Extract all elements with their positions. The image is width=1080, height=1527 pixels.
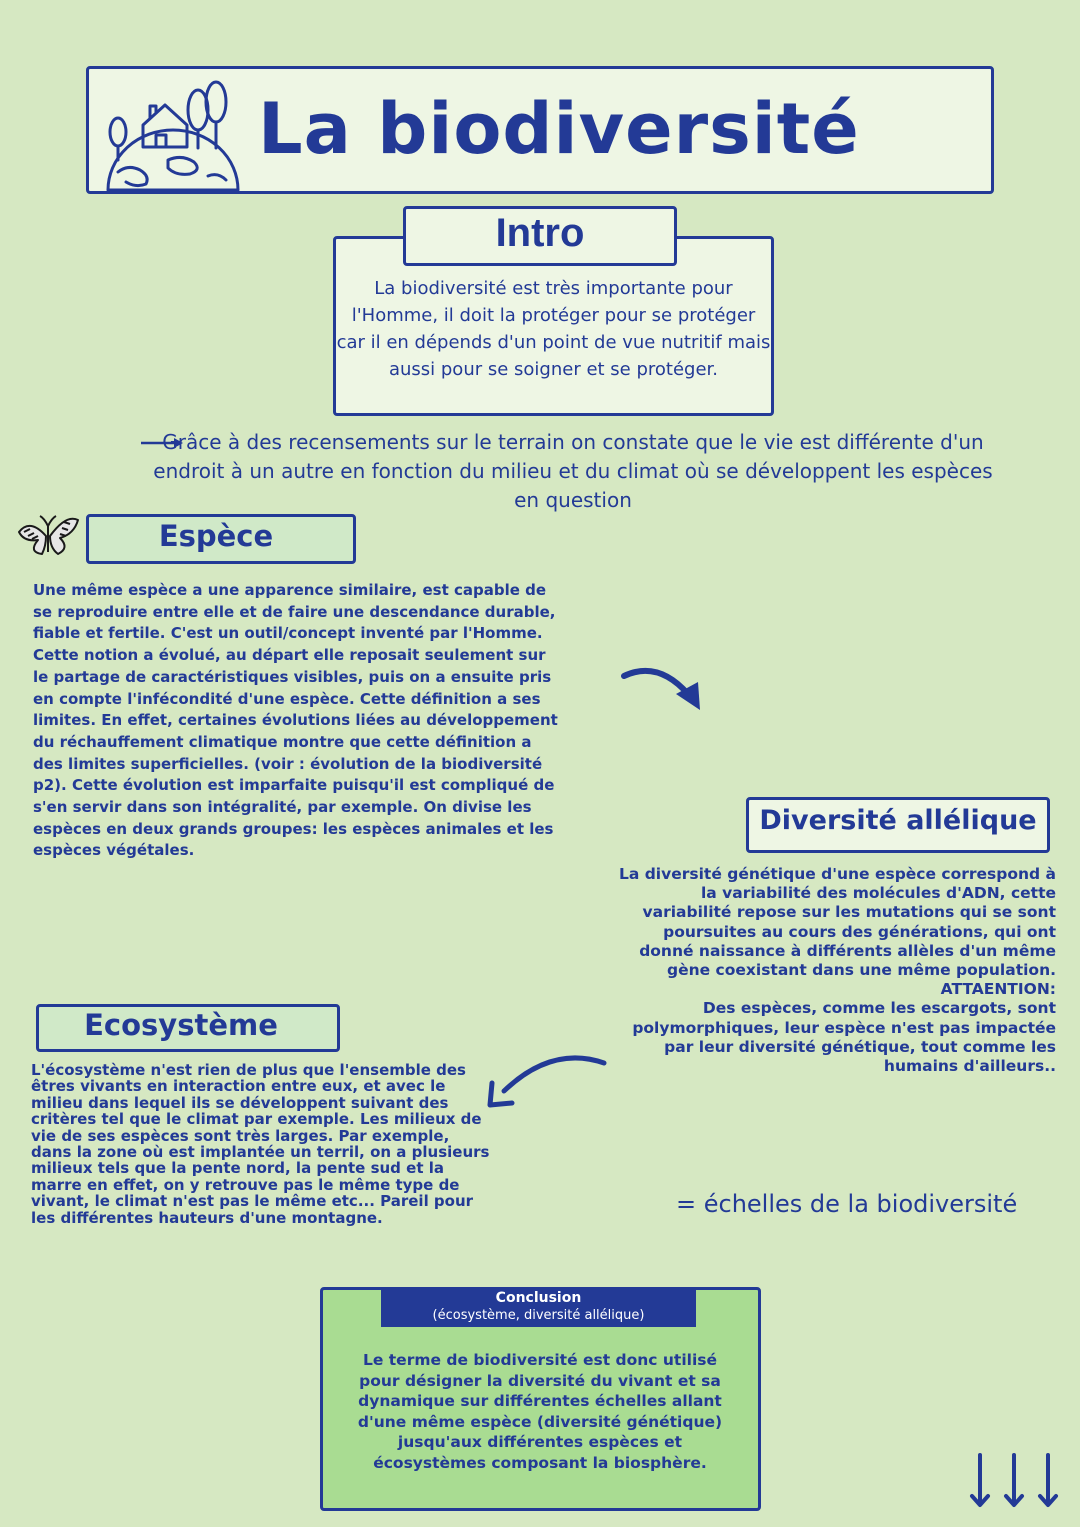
page-title: La biodiversité: [258, 88, 860, 170]
globe-house-icon: [98, 80, 243, 192]
conclusion-header: [381, 1288, 696, 1327]
echelles-text: = échelles de la biodiversité: [676, 1190, 1018, 1218]
allelique-title: Diversité allélique: [759, 805, 1037, 836]
observation-text: Grâce à des recensements sur le terrain on constate que le vie est différente d'un endroit à un autre en fonction du milieu et du climat où se développent les espèces en question: [153, 430, 993, 512]
allelique-text: [610, 865, 1056, 1076]
down-arrows-icon: [966, 1452, 1062, 1510]
conclusion-title: Conclusion: [495, 1290, 582, 1306]
curved-arrow-icon: [482, 1045, 612, 1111]
intro-text: La biodiversité est très importante pour l'Homme, il doit la protéger pour se protéger car il en dépends d'un point de vue nutritif mais aussi pour se soigner et se protéger.: [336, 278, 771, 380]
allelique-warning-label: ATTAENTION:: [940, 980, 1056, 999]
allelique-body: La diversité génétique d'une espèce correspond à la variabilité des molécules d'ADN, cette variabilité repose sur les mutations qui se sont poursuites au cours des générations, qui ont donné naissance à différents allèles d'un même gène coexistant dans une même population.: [618, 865, 1056, 980]
espece-text: Une même espèce a une apparence similaire, est capable de se reproduire entre elle et de faire une descendance durable, fiable et fertile. C'est un outil/concept inventé par l'Homme. Cette notion a évolué, au départ elle reposait seulement sur le partage de caractéristiques visibles, puis on a ensuite pris en compte l'infécondité d'une espèce. Cette définition a ses limites. En effet, certaines évolutions liées au développement du réchauffement climatique montre que cette définition a des limites superficielles. (voir : évolution de la biodiversité p2). Cette évolution est imparfaite puisqu'il est compliqué de s'en servir dans son intégralité, par exemple. On divise les espèces en deux grands groupes: les espèces animales et les espèces végétales.: [33, 581, 558, 860]
ecosysteme-text: L'écosystème n'est rien de plus que l'ensemble des êtres vivants en interaction entre eux, et avec le milieu dans lequel ils se développent suivant des critères tel que le climat par exemple. Les milieux de vie de ses espèces sont très larges. Par exemple, dans la zone où est implantée un terril, on a plusieurs milieux tels que la pente nord, la pente sud et la marre en effet, on y retrouve pas le même type de vivant, le climat n'est pas le même etc... Pareil pour les différentes hauteurs d'une montagne.: [31, 1061, 490, 1227]
conclusion-text: Le terme de biodiversité est donc utilisé pour désigner la diversité du vivant et sa dynamique sur différentes échelles allant d'une même espèce (diversité génétique) jusqu'aux différentes espèces et écosystèmes composant la biosphère.: [357, 1351, 723, 1472]
curved-arrow-icon: [618, 660, 708, 716]
ecosysteme-title: Ecosystème: [84, 1008, 278, 1042]
allelique-warning-text: Des espèces, comme les escargots, sont polymorphiques, leur espèce n'est pas impactée par leur diversité génétique, tout comme les humains d'ailleurs..: [632, 999, 1056, 1076]
butterfly-icon: [16, 512, 80, 558]
intro-title: Intro: [495, 211, 585, 255]
conclusion-subtitle: (écosystème, diversité allélique): [432, 1308, 645, 1323]
espece-title: Espèce: [158, 519, 274, 553]
